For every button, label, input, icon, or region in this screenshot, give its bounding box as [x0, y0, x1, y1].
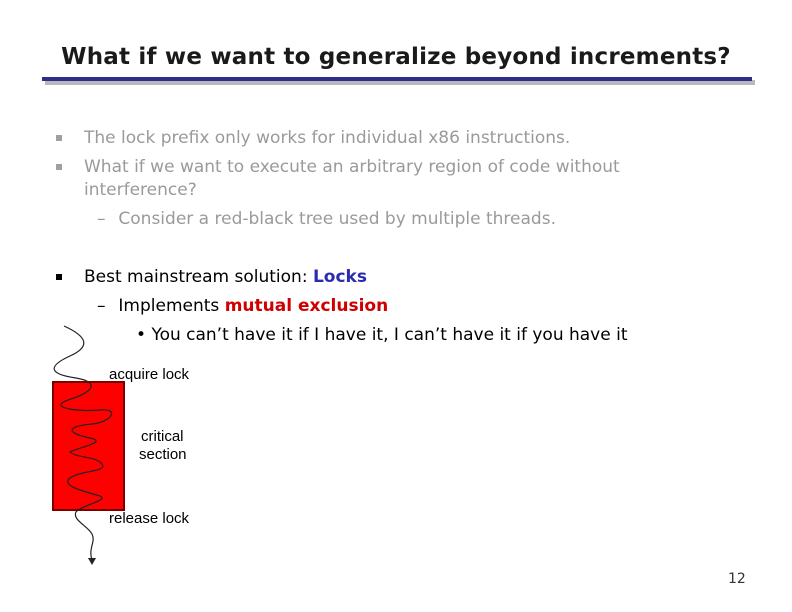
critical-section-label-line1: critical — [141, 428, 184, 445]
bullet-lock-prefix: The lock prefix only works for individual x86 instructions. — [84, 128, 571, 148]
bullet-marker — [56, 135, 62, 141]
sub-bullet-mutual-exclusion — [97, 296, 388, 316]
bullet-arbitrary-region-line2: interference? — [84, 180, 197, 200]
sub-bullet-red-black-tree — [97, 209, 556, 229]
sub-bullet-implements-text: Implements — [118, 296, 225, 316]
bullet-marker — [56, 164, 62, 170]
dash-marker: – — [97, 296, 106, 316]
slide-title: What if we want to generalize beyond increments? — [61, 44, 731, 70]
dot-marker: • — [136, 325, 147, 345]
bullet-arbitrary-region-line1: What if we want to execute an arbitrary region of code without — [84, 157, 620, 177]
title-rule — [42, 77, 752, 81]
mutual-exclusion-highlight: mutual exclusion — [224, 296, 389, 316]
bullet-best-solution-text: Best mainstream solution: — [84, 267, 313, 287]
locks-highlight: Locks — [312, 267, 367, 287]
acquire-lock-label: acquire lock — [109, 366, 190, 383]
lock-diagram — [40, 320, 240, 570]
thread-arrowhead — [88, 558, 96, 565]
sub-sub-bullet-text: You can’t have it if I have it, I can’t have it if you have it — [151, 325, 628, 345]
bullet-marker — [56, 274, 62, 280]
dash-marker: – — [97, 209, 106, 229]
release-lock-label: release lock — [109, 510, 190, 527]
sub-bullet-red-black-tree-text: Consider a red-black tree used by multiple threads. — [118, 209, 556, 229]
page-number: 12 — [728, 571, 746, 587]
critical-section-label-line2: section — [139, 446, 187, 463]
bullet-best-solution — [84, 267, 367, 287]
